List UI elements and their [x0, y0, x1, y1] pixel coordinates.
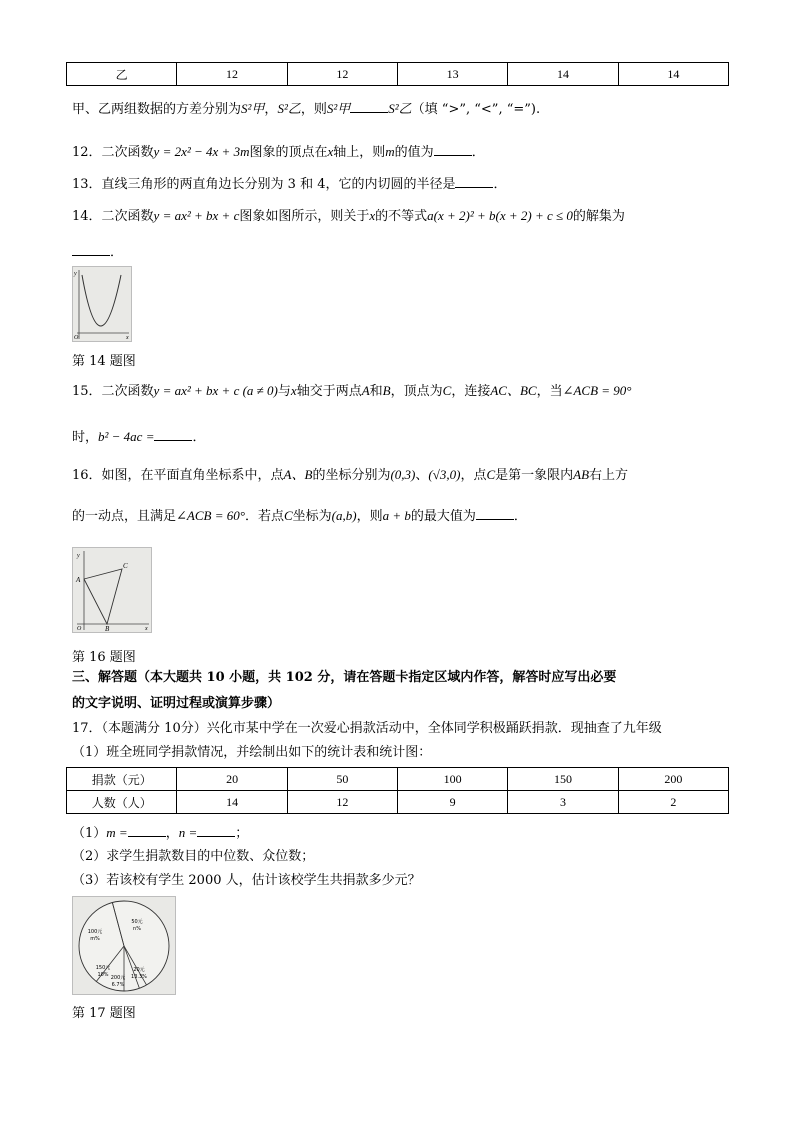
pie-slice-value: n% [133, 926, 141, 932]
q16-coord: (a,b) [331, 508, 357, 523]
q17-var: n = [178, 825, 198, 840]
pie-slice-value: 10% [97, 972, 109, 978]
variance-yi: S²乙 [388, 101, 412, 116]
table-cell: 14 [508, 63, 618, 86]
top-data-table [66, 62, 729, 86]
q16-var: A、B [283, 467, 313, 482]
table-cell: 12 [287, 63, 397, 86]
answer-blank[interactable] [350, 100, 388, 113]
pie-slice-label: 50元 [131, 919, 143, 925]
q16-text: 、 [415, 468, 429, 483]
answer-blank[interactable] [455, 175, 493, 188]
table-cell: 9 [398, 791, 508, 814]
q15-text: 15．二次函数 [72, 384, 154, 399]
q16-text: ．若点 [244, 509, 284, 524]
q16-var: AB [573, 467, 590, 482]
table-cell: 乙 [67, 63, 177, 86]
question-17: 17．（本题满分 10分）兴化市某中学在一次爱心捐款活动中，全体同学积极踊跃捐款．现抽查了九年级 [72, 721, 662, 736]
q12-var: x [327, 144, 334, 159]
question-16 [72, 466, 628, 485]
q12-text: ． [471, 145, 485, 160]
table-cell: 3 [508, 791, 618, 814]
q16-var: C [283, 508, 293, 523]
figure-17-caption: 第 17 题图 [72, 1006, 136, 1021]
q16-coord: (0,3) [390, 467, 416, 482]
table-cell: 50 [287, 768, 397, 791]
q15-var: AC、BC [490, 383, 537, 398]
q14-formula: y = ax² + bx + c [153, 208, 240, 223]
q16-var: a + b [382, 508, 411, 523]
table-row [67, 768, 729, 791]
figure-14-caption: 第 14 题图 [72, 354, 136, 369]
q15-text: 与 [277, 384, 291, 399]
pie-slice-value: 6.7% [111, 982, 125, 988]
q16-text: 是第一象限内 [495, 468, 574, 483]
pie-slice-label: 200元 [110, 975, 126, 981]
q17-text: ， [165, 826, 179, 841]
q15-angle: ∠ACB = 90° [562, 383, 632, 398]
q12-text: 的值为 [394, 145, 434, 160]
q12-text: 轴上，则 [333, 145, 386, 160]
table-cell: 12 [177, 63, 287, 86]
q16-text: 的坐标分别为 [312, 468, 391, 483]
q15-text: ． [192, 430, 206, 445]
q11-text: ，则 [300, 102, 327, 117]
q17-text: ； [235, 826, 249, 841]
pie-slice-value: 13.3% [131, 974, 147, 980]
q17-sub3: （3）若该校有学生 2000 人，估计该校学生共捐款多少元？ [72, 873, 421, 888]
q17-sub2: （2）求学生捐款数目的中位数、众位数； [72, 849, 315, 864]
q11-text: 甲、乙两组数据的方差分别为 [72, 102, 242, 117]
table-header-cell: 捐款（元） [67, 768, 177, 791]
q14-text: ． [110, 245, 124, 260]
pie-slice-label: 150元 [95, 965, 111, 971]
q13-text: ． [493, 177, 507, 192]
q15-var: A [361, 383, 370, 398]
table-cell: 150 [508, 768, 618, 791]
parabola-graph [73, 267, 131, 341]
triangle-abc [84, 569, 122, 624]
q16-text: 的一动点，且满足 [72, 509, 177, 524]
table-cell: 20 [177, 768, 287, 791]
q14-text: 图象如图所示，则关于 [239, 209, 370, 224]
pie-slice-value: m% [90, 936, 100, 942]
q12-text: 图象的顶点在 [249, 145, 328, 160]
origin-label: O [74, 335, 79, 341]
x-axis-label: x [145, 626, 148, 632]
q11-text: （填 “>”, “<”, “=”). [411, 102, 541, 117]
point-a-label: A [76, 576, 81, 584]
question-12 [72, 143, 485, 162]
variance-jia: S²甲 [241, 101, 265, 116]
question-17-cont: （1）班全班同学捐款情况，并绘制出如下的统计表和统计图： [72, 745, 432, 760]
figure-14 [72, 266, 132, 342]
point-b-label: B [105, 625, 110, 632]
q16-text: 坐标为 [292, 509, 332, 524]
q15-text: 轴交于两点 [296, 384, 362, 399]
figure-16 [72, 547, 152, 633]
answer-blank[interactable] [72, 243, 110, 256]
q15-formula: y = ax² + bx + c (a ≠ 0) [153, 383, 278, 398]
question-15 [72, 382, 632, 401]
q15-text: ，连接 [451, 384, 491, 399]
q16-text: 右上方 [589, 468, 629, 483]
q15-var: B [382, 383, 391, 398]
q14-var: x [369, 208, 376, 223]
q16-text: ． [513, 509, 527, 524]
q15-discriminant: b² − 4ac = [98, 429, 155, 444]
variance-jia: S²甲 [326, 101, 351, 116]
table-cell: 2 [618, 791, 728, 814]
q15-var: x [290, 383, 297, 398]
q16-angle: ∠ACB = 60° [176, 508, 245, 523]
q17-var: m = [106, 825, 128, 840]
q15-line2 [72, 428, 206, 447]
q16-coord: (√3,0) [428, 467, 461, 482]
table-cell: 200 [618, 768, 728, 791]
answer-blank[interactable] [434, 143, 472, 156]
question-14 [72, 207, 625, 226]
q12-text: 12．二次函数 [72, 145, 154, 160]
triangle-graph [73, 548, 151, 632]
q16-text: ，则 [356, 509, 383, 524]
q13-text: 13．直线三角形的两直角边长分别为 3 和 4，它的内切圆的半径是 [72, 177, 456, 192]
figure-16-caption: 第 16 题图 [72, 650, 136, 665]
pie-slice-label: 100元 [87, 929, 103, 935]
q16-text: 16．如图，在平面直角坐标系中，点 [72, 468, 284, 483]
x-axis-label: x [126, 335, 129, 341]
pie-slice-label: 20元 [133, 967, 145, 973]
table-cell: 12 [287, 791, 397, 814]
table-cell: 14 [177, 791, 287, 814]
table-row [67, 63, 729, 86]
q12-var: m [385, 144, 395, 159]
point-c-label: C [123, 562, 128, 570]
q16-text: ，点 [460, 468, 487, 483]
table-cell: 14 [618, 63, 728, 86]
table-cell: 13 [397, 63, 507, 86]
q15-text: ，当 [536, 384, 563, 399]
answer-blank[interactable] [197, 824, 235, 837]
q14-text: 的解集为 [572, 209, 625, 224]
q16-line2 [72, 507, 527, 526]
question-13 [72, 175, 507, 194]
answer-blank[interactable] [128, 824, 166, 837]
donation-table [66, 767, 729, 814]
pie-chart [73, 897, 175, 994]
q14-inequality: a(x + 2)² + b(x + 2) + c ≤ 0 [427, 208, 573, 223]
section-3-heading-cont: 的文字说明、证明过程或演算步骤） [72, 696, 281, 711]
q11-variance-line [72, 100, 540, 119]
origin-label: O [77, 626, 82, 632]
q16-text: 的最大值为 [410, 509, 476, 524]
q17-sub1 [72, 824, 248, 843]
q16-var: C [486, 467, 496, 482]
q15-text: 和 [369, 384, 383, 399]
y-axis-label: y [74, 271, 77, 277]
table-header-cell: 人数（人） [67, 791, 177, 814]
q15-var: C [442, 383, 452, 398]
parabola-curve [82, 275, 121, 326]
q15-text: ，顶点为 [390, 384, 443, 399]
q14-text: 14．二次函数 [72, 209, 154, 224]
variance-yi: S²乙 [277, 101, 301, 116]
table-row [67, 791, 729, 814]
answer-blank[interactable] [476, 507, 514, 520]
q15-text: 时， [72, 430, 99, 445]
figure-17 [72, 896, 176, 995]
q12-formula: y = 2x² − 4x + 3m [153, 144, 250, 159]
q14-answer-line [72, 243, 123, 262]
q17-text: （1） [72, 826, 107, 841]
q11-text: ， [264, 102, 278, 117]
section-3-heading: 三、解答题（本大题共 10 小题，共 102 分，请在答题卡指定区域内作答，解答时应写出必要 [72, 670, 617, 685]
answer-blank[interactable] [154, 428, 192, 441]
table-cell: 100 [398, 768, 508, 791]
y-axis-label: y [77, 553, 80, 559]
q14-text: 的不等式 [375, 209, 428, 224]
